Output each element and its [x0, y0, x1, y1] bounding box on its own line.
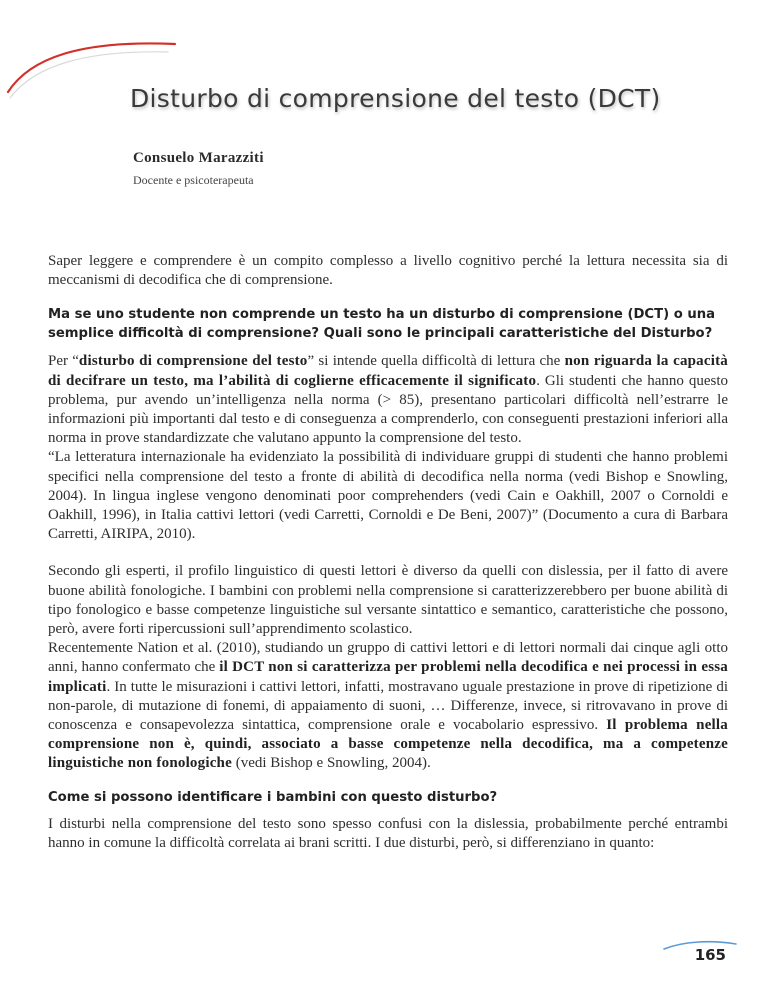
author-role: Docente e psicoterapeuta: [133, 173, 254, 187]
differences-paragraph: I disturbi nella comprensione del testo sono spesso confusi con la dislessia, probabilmente perché entrambi hanno in comune la difficoltà correlata ai brani scritti. I due disturbi, però, si differenziano in quanto:: [48, 815, 728, 851]
identification-heading: Come si possono identificare i bambini con questo disturbo?: [48, 789, 498, 805]
definition-paragraph: Per “disturbo di comprensione del testo” si intende quella difficoltà di lettura che non riguarda la capacità di decifrare un testo, ma l’abilità di coglierne efficacemente il significato. Gli studenti che hanno questo problema, pur avendo un’intelligenza nella norma (> 85), presentano particolari difficoltà nell’estrarre le informazioni più importanti dal testo e di conseguenza a comprenderlo, con conseguenti prestazioni inferiori alla norma in prove standardizzate che valutano appunto la comprensione del testo.: [48, 353, 729, 447]
research-paragraph: Recentemente Nation et al. (2010), studiando un gruppo di cattivi lettori e di lettori normali dai cinque agli otto anni, hanno confermato che il DCT non si caratterizza per problemi nella decodifica e nei processi in essa implicati. In tutte le misurazioni i cattivi lettori, infatti, mostravano uguale prestazione in prove di ripetizione di non-parole, di mutazione di fonemi, di appaiamento di suoni, … Differenze, invece, si ritrovavano in prove di conoscenza e consapevolezza sintattica, comprensione orale e vocabolario espressivo. Il problema nella comprensione non è, quindi, associato a basse competenze nella decodifica, ma a competenze linguistiche non fonologiche (vedi Bishop e Snowling, 2004).: [48, 640, 728, 772]
literature-quote-paragraph: “La letteratura internazionale ha evidenziato la possibilità di individuare gruppi di studenti che hanno problemi specifici nella comprensione del testo a fronte di abilità di decodifica nella norma (vedi Bishop e Snowling, 2004). In lingua inglese vengono denominati poor comprehenders (vedi Cain e Oakhill, 2007 o Cornoldi e Oakhill, 1996), in Italia cattivi lettori (vedi Carretti, Cornoldi e De Beni, 2007)” (Documento a cura di Barbara Carretti, AIRIPA, 2010).: [48, 449, 728, 543]
section-question-heading: Ma se uno studente non comprende un testo ha un disturbo di comprensione (DCT) o una semplice difficoltà di comprensione? Quali sono le principali caratteristiche del Disturbo?: [48, 307, 716, 342]
experts-paragraph: Secondo gli esperti, il profilo linguistico di questi lettori è diverso da quelli con dislessia, per il fatto di avere buone abilità fonologiche. I bambini con problemi nella comprensione si caratterizzerebbero per buone abilità di tipo fonologico e basse competenze linguistiche sul versante sintattico e semantico, caratteristiche che possono, però, avere forti ripercussioni sull’apprendimento scolastico.: [48, 563, 728, 638]
page-number: 165: [694, 946, 726, 964]
author-name: Consuelo Marazziti: [133, 150, 264, 166]
article-body: [48, 252, 728, 853]
intro-paragraph: Saper leggere e comprendere è un compito complesso a livello cognitivo perché la lettura necessita sia di meccanismi di decodifica che di comprensione.: [48, 253, 728, 289]
article-title: Disturbo di comprensione del testo (DCT): [130, 84, 661, 113]
